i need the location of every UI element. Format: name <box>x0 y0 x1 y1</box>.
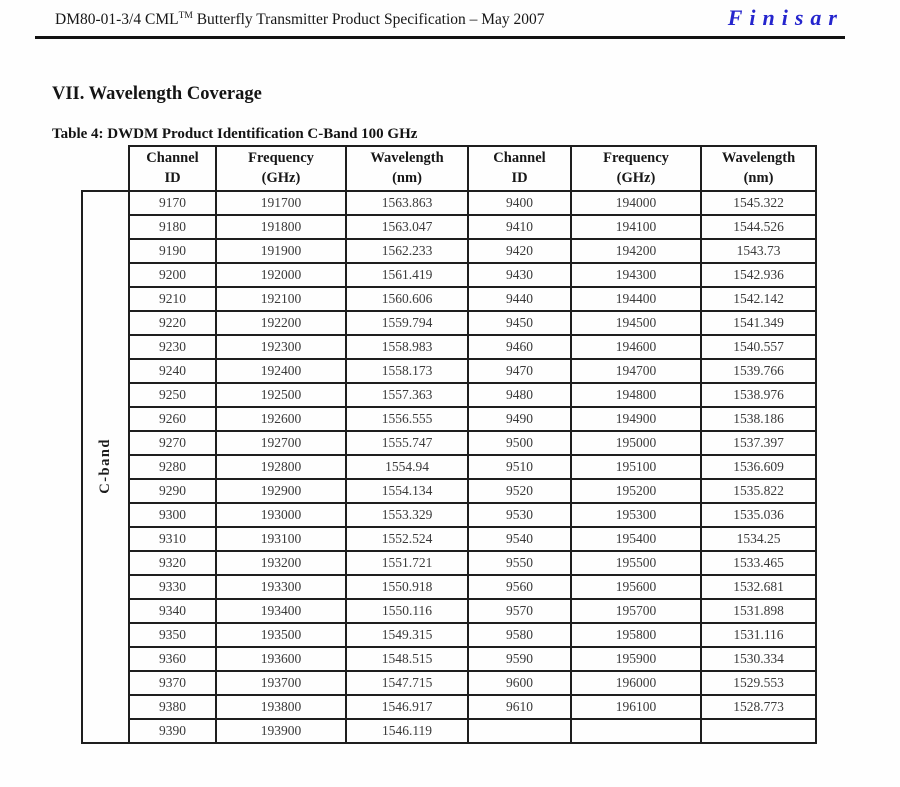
col-header-line: ID <box>164 169 181 186</box>
table-row <box>82 407 816 431</box>
table-cell: 9300 <box>129 503 216 527</box>
table-cell: 1534.25 <box>701 527 816 551</box>
table-row <box>82 647 816 671</box>
table-cell: 9320 <box>129 551 216 575</box>
table-cell: 1542.142 <box>701 287 816 311</box>
table-cell: 195300 <box>571 503 701 527</box>
table-row <box>82 335 816 359</box>
table-row <box>82 695 816 719</box>
col-header-line: Channel <box>146 149 199 166</box>
table-cell: 194700 <box>571 359 701 383</box>
table-cell: 194200 <box>571 239 701 263</box>
table-cell: 194500 <box>571 311 701 335</box>
table-cell: 195800 <box>571 623 701 647</box>
table-cell: 9180 <box>129 215 216 239</box>
table-row <box>82 455 816 479</box>
table-cell: 9340 <box>129 599 216 623</box>
table-row <box>82 719 816 743</box>
table-cell: 9390 <box>129 719 216 743</box>
table-cell: 1560.606 <box>346 287 468 311</box>
table-cell: 195700 <box>571 599 701 623</box>
table-cell: 9460 <box>468 335 571 359</box>
table-cell: 192400 <box>216 359 346 383</box>
table-cell: 1547.715 <box>346 671 468 695</box>
table-row <box>82 503 816 527</box>
table-cell: 1549.315 <box>346 623 468 647</box>
col-header-frequency-left <box>216 146 346 191</box>
table-cell: 1548.515 <box>346 647 468 671</box>
table-cell: 9170 <box>129 191 216 215</box>
table-cell: 9380 <box>129 695 216 719</box>
table-cell: 192500 <box>216 383 346 407</box>
table-cell: 195100 <box>571 455 701 479</box>
band-label-cell <box>82 191 129 743</box>
table-cell: 1540.557 <box>701 335 816 359</box>
table-cell: 194100 <box>571 215 701 239</box>
table-cell: 1561.419 <box>346 263 468 287</box>
table-row <box>82 575 816 599</box>
table-caption: Table 4: DWDM Product Identification C-Band 100 GHz <box>52 126 418 142</box>
section-heading: VII. Wavelength Coverage <box>52 84 262 104</box>
table-cell: 193000 <box>216 503 346 527</box>
table-cell: 9330 <box>129 575 216 599</box>
table-row <box>82 527 816 551</box>
table-row <box>82 287 816 311</box>
table-cell: 1553.329 <box>346 503 468 527</box>
table-cell: 9490 <box>468 407 571 431</box>
table-cell: 9410 <box>468 215 571 239</box>
table-cell: 195400 <box>571 527 701 551</box>
corner-spacer <box>82 146 129 191</box>
table-cell: 9560 <box>468 575 571 599</box>
table-cell: 1541.349 <box>701 311 816 335</box>
table-cell: 192000 <box>216 263 346 287</box>
table-cell: 9500 <box>468 431 571 455</box>
table-cell: 9210 <box>129 287 216 311</box>
table-cell: 1536.609 <box>701 455 816 479</box>
band-label: C-band <box>97 437 114 494</box>
document-title-main: DM80-01-3/4 CML <box>55 11 179 29</box>
table-cell: 1554.94 <box>346 455 468 479</box>
table-row <box>82 671 816 695</box>
wavelength-table <box>81 145 817 744</box>
table-cell: 1530.334 <box>701 647 816 671</box>
table-cell: 195500 <box>571 551 701 575</box>
table-cell: 1542.936 <box>701 263 816 287</box>
table-cell: 9530 <box>468 503 571 527</box>
table-row <box>82 599 816 623</box>
col-header-line: Frequency <box>603 149 669 166</box>
table-cell: 191700 <box>216 191 346 215</box>
table-cell: 9200 <box>129 263 216 287</box>
table-cell: 9290 <box>129 479 216 503</box>
table-cell: 9230 <box>129 335 216 359</box>
table-cell: 196100 <box>571 695 701 719</box>
table-cell: 1531.898 <box>701 599 816 623</box>
table-cell: 194300 <box>571 263 701 287</box>
table-cell: 1552.524 <box>346 527 468 551</box>
table-cell: 9450 <box>468 311 571 335</box>
table-cell: 9370 <box>129 671 216 695</box>
table-cell: 9570 <box>468 599 571 623</box>
table-cell <box>468 719 571 743</box>
table-cell: 1538.186 <box>701 407 816 431</box>
table-cell: 1558.983 <box>346 335 468 359</box>
table-cell: 1529.553 <box>701 671 816 695</box>
table-cell: 1546.917 <box>346 695 468 719</box>
trademark-superscript: TM <box>178 11 193 21</box>
table-cell: 192900 <box>216 479 346 503</box>
table-cell: 1559.794 <box>346 311 468 335</box>
col-header-wavelength-left <box>346 146 468 191</box>
table-cell: 192200 <box>216 311 346 335</box>
table-row <box>82 239 816 263</box>
table-cell: 9440 <box>468 287 571 311</box>
table-cell: 9470 <box>468 359 571 383</box>
table-cell: 9580 <box>468 623 571 647</box>
table-cell: 1563.863 <box>346 191 468 215</box>
table-cell: 9360 <box>129 647 216 671</box>
table-cell: 195600 <box>571 575 701 599</box>
table-cell: 1555.747 <box>346 431 468 455</box>
table-cell: 192100 <box>216 287 346 311</box>
table-cell: 9600 <box>468 671 571 695</box>
table-cell: 1538.976 <box>701 383 816 407</box>
col-header-line: Channel <box>493 149 546 166</box>
table-cell: 1554.134 <box>346 479 468 503</box>
table-cell: 9430 <box>468 263 571 287</box>
table-cell: 9280 <box>129 455 216 479</box>
table-cell: 1562.233 <box>346 239 468 263</box>
table-cell: 193500 <box>216 623 346 647</box>
table-cell: 9590 <box>468 647 571 671</box>
table-cell: 195000 <box>571 431 701 455</box>
table-cell: 9190 <box>129 239 216 263</box>
table-cell: 193400 <box>216 599 346 623</box>
table-cell: 9420 <box>468 239 571 263</box>
table-row <box>82 383 816 407</box>
table-cell: 9260 <box>129 407 216 431</box>
table-cell: 1535.036 <box>701 503 816 527</box>
document-title <box>55 11 545 29</box>
table-cell: 1545.322 <box>701 191 816 215</box>
table-row <box>82 215 816 239</box>
table-cell: 192700 <box>216 431 346 455</box>
col-header-line: Wavelength <box>370 149 444 166</box>
col-header-line: (nm) <box>392 169 422 186</box>
table-cell: 1546.119 <box>346 719 468 743</box>
col-header-frequency-right <box>571 146 701 191</box>
table-cell: 1528.773 <box>701 695 816 719</box>
table-cell: 1563.047 <box>346 215 468 239</box>
table-cell: 195200 <box>571 479 701 503</box>
table-cell: 1537.397 <box>701 431 816 455</box>
col-header-wavelength-right <box>701 146 816 191</box>
table-cell: 9350 <box>129 623 216 647</box>
col-header-line: (GHz) <box>616 169 656 186</box>
table-cell: 9480 <box>468 383 571 407</box>
table-cell: 193100 <box>216 527 346 551</box>
table-row <box>82 191 816 215</box>
table-cell: 9220 <box>129 311 216 335</box>
col-header-line: Frequency <box>248 149 314 166</box>
table-cell: 9250 <box>129 383 216 407</box>
table-cell: 1544.526 <box>701 215 816 239</box>
table-cell: 9270 <box>129 431 216 455</box>
table-cell: 195900 <box>571 647 701 671</box>
table-cell: 193600 <box>216 647 346 671</box>
table-row <box>82 311 816 335</box>
table-cell: 193200 <box>216 551 346 575</box>
col-header-channel-left <box>129 146 216 191</box>
col-header-channel-right <box>468 146 571 191</box>
table-cell: 9510 <box>468 455 571 479</box>
table-cell: 9610 <box>468 695 571 719</box>
col-header-line: Wavelength <box>721 149 796 166</box>
table-cell: 191800 <box>216 215 346 239</box>
table-cell: 194400 <box>571 287 701 311</box>
table-cell: 192800 <box>216 455 346 479</box>
table-cell: 1551.721 <box>346 551 468 575</box>
col-header-line: (nm) <box>743 169 774 186</box>
table-cell: 1558.173 <box>346 359 468 383</box>
table-cell: 9310 <box>129 527 216 551</box>
table-cell: 9540 <box>468 527 571 551</box>
table-cell: 9240 <box>129 359 216 383</box>
table-cell: 194800 <box>571 383 701 407</box>
table-cell: 9550 <box>468 551 571 575</box>
wavelength-table-body <box>82 191 816 743</box>
table-cell <box>701 719 816 743</box>
table-cell: 193700 <box>216 671 346 695</box>
table-row <box>82 479 816 503</box>
table-cell: 192300 <box>216 335 346 359</box>
table-row <box>82 359 816 383</box>
table-cell: 9400 <box>468 191 571 215</box>
header-rule <box>35 36 845 39</box>
table-cell: 9520 <box>468 479 571 503</box>
col-header-line: ID <box>511 169 528 186</box>
table-cell: 1535.822 <box>701 479 816 503</box>
table-cell: 1539.766 <box>701 359 816 383</box>
table-cell: 1557.363 <box>346 383 468 407</box>
table-cell: 194000 <box>571 191 701 215</box>
table-cell: 194600 <box>571 335 701 359</box>
table-cell: 1533.465 <box>701 551 816 575</box>
table-cell: 191900 <box>216 239 346 263</box>
table-cell: 1532.681 <box>701 575 816 599</box>
table-cell: 1550.116 <box>346 599 468 623</box>
table-cell <box>571 719 701 743</box>
col-header-line: (GHz) <box>261 169 301 186</box>
table-cell: 193300 <box>216 575 346 599</box>
table-cell: 192600 <box>216 407 346 431</box>
table-cell: 1543.73 <box>701 239 816 263</box>
table-cell: 1531.116 <box>701 623 816 647</box>
table-cell: 196000 <box>571 671 701 695</box>
table-row <box>82 623 816 647</box>
table-cell: 1556.555 <box>346 407 468 431</box>
table-row <box>82 263 816 287</box>
table-cell: 193900 <box>216 719 346 743</box>
finisar-logo: Finisar <box>727 5 844 30</box>
table-row <box>82 431 816 455</box>
table-cell: 194900 <box>571 407 701 431</box>
table-header-row <box>82 146 816 191</box>
table-cell: 193800 <box>216 695 346 719</box>
table-row <box>82 551 816 575</box>
document-title-rest: Butterfly Transmitter Product Specification – May 2007 <box>192 11 545 29</box>
table-cell: 1550.918 <box>346 575 468 599</box>
